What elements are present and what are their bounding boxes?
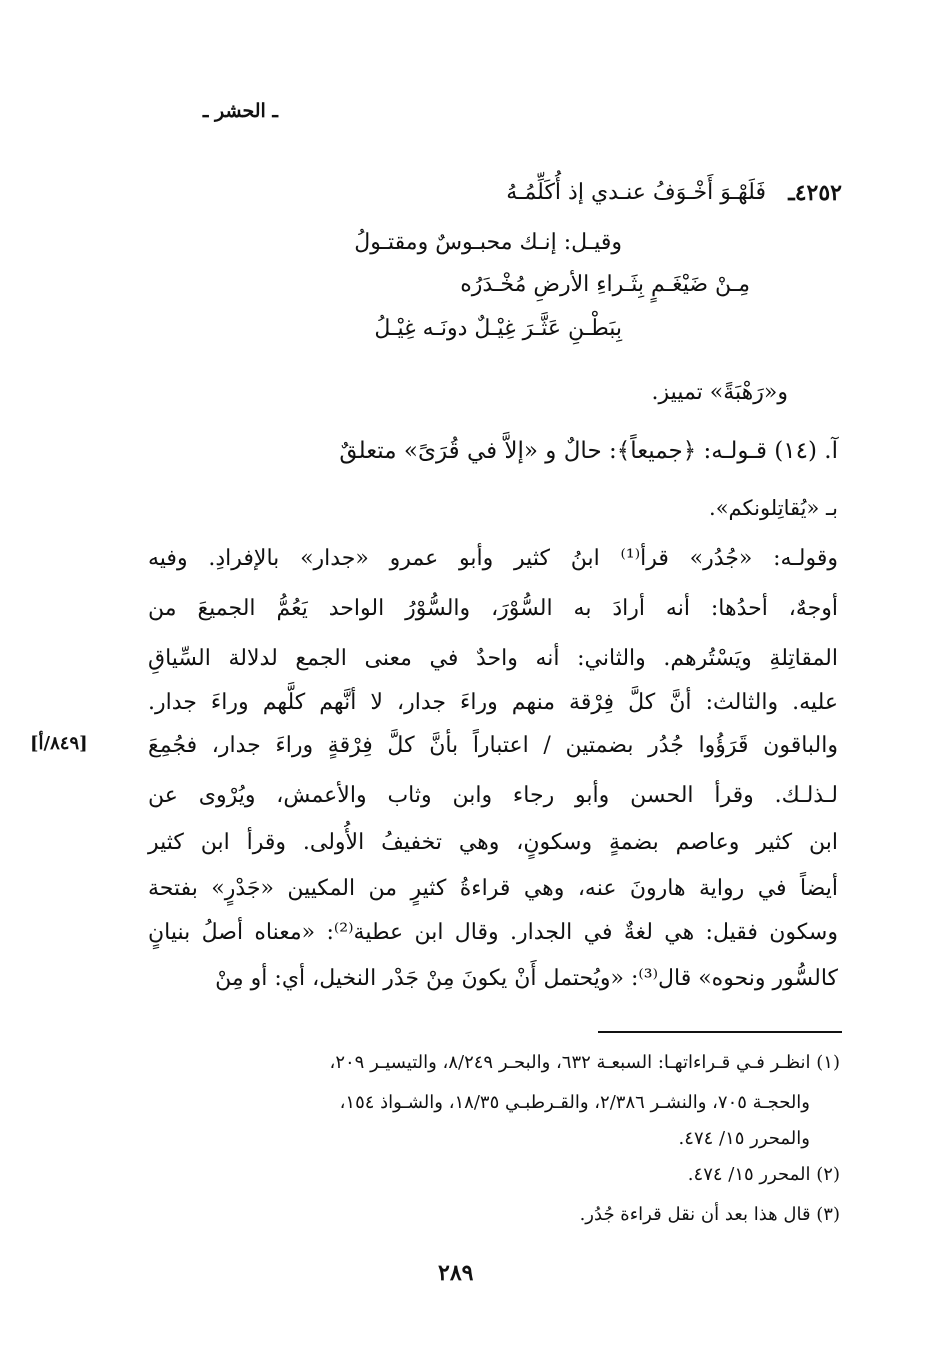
paragraph-line: عليه. والثالث: أنَّ كلَّ فِرْقة منهم وراءَ جدار، لا أنَّهم كلَّهم وراءَ جدار.	[148, 690, 838, 715]
page-number: ٢٨٩	[438, 1260, 474, 1286]
paragraph-line: وقولـه: «جُدُر» قرأ⁽¹⁾ ابنُ كثير وأبو عمرو «جدار» بالإفرادِ. وفيه	[148, 546, 838, 571]
footnote-1-line-1: (١) انظـر فـي قـراءاتهـا: السبعـة ٦٣٢، والبحـر ٨/٢٤٩، والتيسيـر ٢٠٩،	[329, 1052, 840, 1073]
verse-line-3: مِـنْ ضَيْغَـمٍ بِثَـراءِ الأرضِ مُخْـدَرُه	[460, 272, 750, 297]
section-14-line-2: بـ «يُقاتِلونكم».	[709, 496, 838, 520]
footnote-rule	[598, 1031, 842, 1033]
note-rahba: و«رَهْبَةً» تمييز.	[651, 380, 788, 405]
paragraph-line: أيضاً في رواية هارونَ عنه، وهي قراءةُ كثيرٍ من المكيين «جَدْرٍ» بفتحة	[148, 876, 838, 901]
verse-line-1: فَلَهْـوَ أَخْـوَفُ عنـدي إذ أُكَلِّمُـهُ	[506, 180, 766, 205]
verse-line-2: وقيـل: إنـك محبـوسٌ ومقتـولُ	[354, 230, 622, 255]
verse-number: ٤٢٥٢ـ	[788, 180, 842, 206]
footnote-3: (٣) قال هذا بعد أن نقل قراءة جُدُر.	[579, 1204, 840, 1225]
paragraph-line: كالسُّور ونحوه» قال⁽³⁾: «ويُحتمل أَنْ يكونَ مِنْ جَدْر النخيل، أي: أو مِنْ	[215, 966, 838, 991]
section-14-line-1: آ. (١٤) قـولـه: ﴿جميعاً﴾: حالٌ و «إلاَّ في قُرَىً» متعلقٌ	[339, 438, 838, 464]
footnote-2: (٢) المحرر ١٥/ ٤٧٤.	[687, 1164, 840, 1185]
paragraph-line: لـذلـك. وقرأ الحسن وأبو رجاء وابن وثاب والأعمش، ويُرْوى عن	[148, 783, 838, 808]
marginal-folio-ref: [٨٤٩/أ]	[30, 733, 88, 754]
paragraph-line: والباقون قَرَؤُوا جُدُر بضمتين / اعتباراً بأنَّ كلَّ فِرْقةٍ وراءَ جدار، فجُمِعَ	[148, 733, 838, 758]
paragraph-line: أوجهٌ، أحدُها: أنه أرادَ به السُّوْرَ، والسُّوْرُ الواحد يَعُمُّ الجميعَ من	[148, 596, 838, 621]
verse-line-4: بِبَطْـنِ عَثَّـرَ غِيْـلٌ دونَـه غِيْـلُ	[374, 316, 622, 341]
footnote-1-line-2: والحجـة ٧٠٥، والنشـر ٢/٣٨٦، والقـرطبـي ١٨/٣٥، والشـواذ ١٥٤،	[339, 1092, 810, 1113]
paragraph-line: وسكون فقيل: هي لغةٌ في الجدار. وقال ابن عطية⁽²⁾: «معناه أصلُ بنيانٍ	[148, 920, 838, 945]
paragraph-line: ابن كثير وعاصم بضمةٍ وسكونٍ، وهي تخفيفُ الأُولى. وقرأ ابن كثير	[148, 830, 838, 855]
running-header: ـ الحشر ـ	[202, 100, 278, 122]
footnote-1-line-3: والمحرر ١٥/ ٤٧٤.	[678, 1128, 810, 1149]
paragraph-line: المقاتِلةِ ويَسْتُرهم. والثاني: أنه واحدٌ في معنى الجمع لدلالة السِّياقِ	[148, 646, 838, 671]
